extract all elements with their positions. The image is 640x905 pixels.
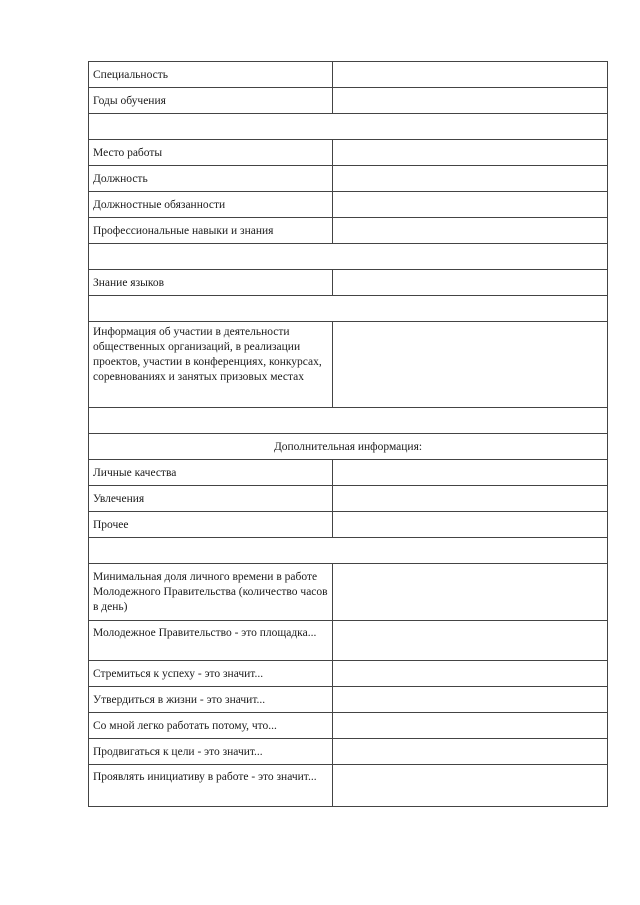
goal-label: Продвигаться к цели - это значит... [89,739,333,765]
youth-gov-platform-field[interactable] [333,621,608,661]
spacer-cell [89,538,608,564]
public-activity-field[interactable] [333,322,608,408]
table-row [89,739,608,765]
initiative-label: Проявлять инициативу в работе - это значит... [89,765,333,807]
table-row [89,270,608,296]
specialty-label: Специальность [89,62,333,88]
goal-field[interactable] [333,739,608,765]
skills-field[interactable] [333,218,608,244]
duties-field[interactable] [333,192,608,218]
easy-to-work-label: Со мной легко работать потому, что... [89,713,333,739]
personal-qualities-field[interactable] [333,460,608,486]
questionnaire-table [88,61,608,807]
other-field[interactable] [333,512,608,538]
establish-label: Утвердиться в жизни - это значит... [89,687,333,713]
table-row [89,140,608,166]
hobbies-field[interactable] [333,486,608,512]
years-of-study-label: Годы обучения [89,88,333,114]
initiative-field[interactable] [333,765,608,807]
personal-qualities-label: Личные качества [89,460,333,486]
table-row [89,486,608,512]
easy-to-work-field[interactable] [333,713,608,739]
table-row [89,765,608,807]
hobbies-label: Увлечения [89,486,333,512]
other-label: Прочее [89,512,333,538]
spacer-row [89,408,608,434]
youth-gov-platform-label: Молодежное Правительство - это площадка... [89,621,333,661]
duties-label: Должностные обязанности [89,192,333,218]
table-row [89,564,608,621]
table-row [89,713,608,739]
languages-label: Знание языков [89,270,333,296]
table-row [89,218,608,244]
position-label: Должность [89,166,333,192]
min-time-label: Минимальная доля личного времени в работе Молодежного Правительства (количество часов в день) [89,564,333,621]
position-field[interactable] [333,166,608,192]
table-row [89,62,608,88]
table-row [89,621,608,661]
table-row [89,88,608,114]
table-row [89,322,608,408]
min-time-field[interactable] [333,564,608,621]
section-header-row [89,434,608,460]
section-additional-heading: Дополнительная информация: [89,434,608,460]
workplace-field[interactable] [333,140,608,166]
spacer-row [89,296,608,322]
spacer-row [89,538,608,564]
table-row [89,460,608,486]
spacer-row [89,244,608,270]
table-row [89,661,608,687]
spacer-cell [89,244,608,270]
spacer-cell [89,114,608,140]
spacer-cell [89,296,608,322]
languages-field[interactable] [333,270,608,296]
years-of-study-field[interactable] [333,88,608,114]
table-row [89,512,608,538]
table-row [89,687,608,713]
specialty-field[interactable] [333,62,608,88]
table-row [89,166,608,192]
table-row [89,192,608,218]
success-field[interactable] [333,661,608,687]
success-label: Стремиться к успеху - это значит... [89,661,333,687]
skills-label: Профессиональные навыки и знания [89,218,333,244]
spacer-row [89,114,608,140]
public-activity-label: Информация об участии в деятельности общественных организаций, в реализации проектов, участии в конференциях, конкурсах, соревнованиях и занятых призовых местах [89,322,333,408]
spacer-cell [89,408,608,434]
establish-field[interactable] [333,687,608,713]
workplace-label: Место работы [89,140,333,166]
